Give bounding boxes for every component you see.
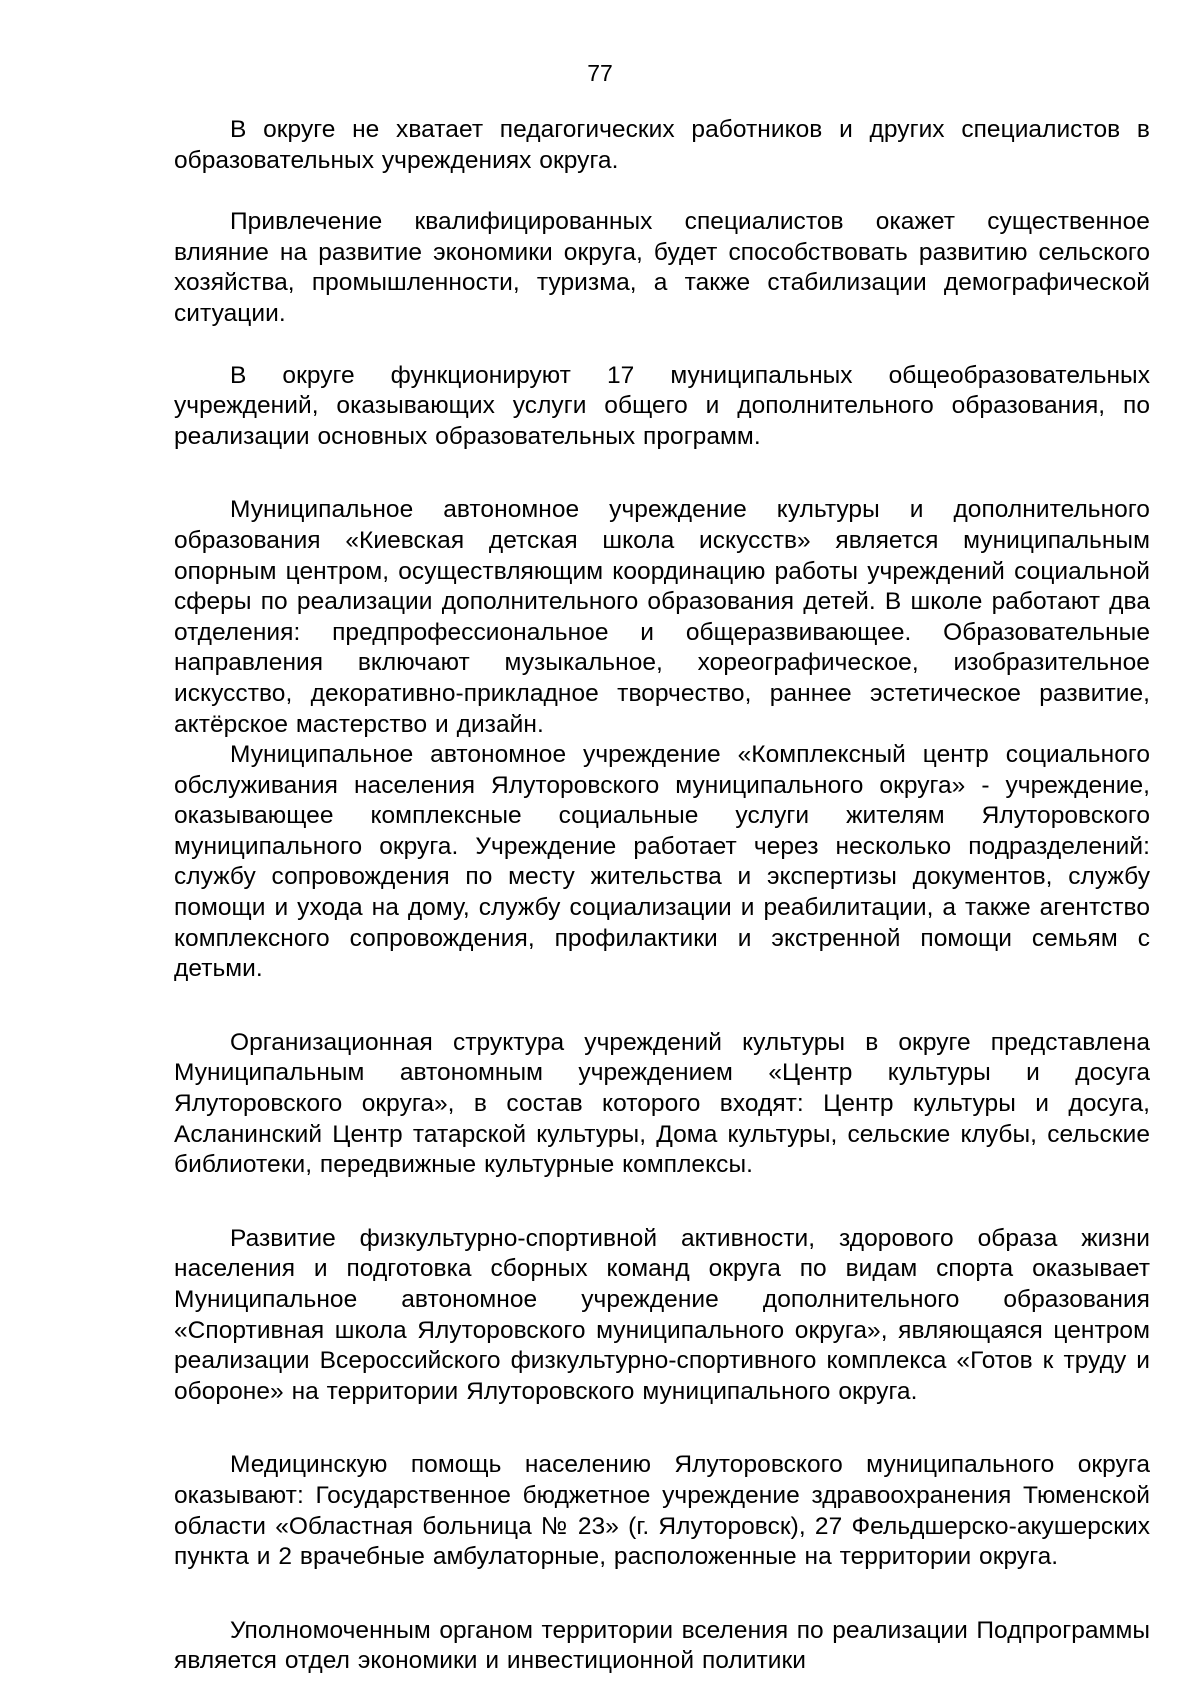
paragraph-social-center: Муниципальное автономное учреждение «Комплексный центр социального обслуживания населения Ялуторовского муниципального округа» - учреждение, оказывающее комплексные социальные услуги жителям Ялуторовского муниципального округа. Учреждение работает через несколько подразделений: службу сопровождения по месту жительства и экспертизы документов, службу помощи и ухода на дому, службу социализации и реабилитации, а также агентство комплексного сопровождения, профилактики и экстренной помощи семьям с детьми. [174,741,1150,983]
paragraph-culture-structure: Организационная структура учреждений культуры в округе представлена Муниципальным автономным учреждением «Центр культуры и досуга Ялуторовского округа», в состав которого входят: Центр культуры и досуга, Асланинский Центр татарской культуры, Дома культуры, сельские клубы, сельские библиотеки, передвижные культурные комплексы. [174,1028,1150,1179]
paragraph-authorized-body: Уполномоченным органом территории вселения по реализации Подпрограммы является отдел экономики и инвестиционной политики [174,1616,1150,1675]
paragraph-staff-shortage: В округе не хватает педагогических работников и других специалистов в образовательных учреждениях округа. [174,116,1150,174]
paragraph-medical-care: Медицинскую помощь населению Ялуторовского муниципального округа оказывают: Государственное бюджетное учреждение здравоохранения Тюменской области «Областная больница № 23» (г. Ялуторовск), 27 Фельдшерско-акушерских пункта и 2 врачебные амбулаторные, расположенные на территории округа. [174,1451,1150,1571]
paragraph-qualified-specialists: Привлечение квалифицированных специалистов окажет существенное влияние на развитие экономики округа, будет способствовать развитию сельского хозяйства, промышленности, туризма, а также стабилизации демографической ситуации. [174,208,1150,327]
paragraph-sports-school: Развитие физкультурно-спортивной активности, здорового образа жизни населения и подготовка сборных команд округа по видам спорта оказывает Муниципальное автономное учреждение дополнительного образования «Спортивная школа Ялуторовского муниципального округа», являющаяся центром реализации Всероссийского физкультурно-спортивного комплекса «Готов к труду и обороне» на территории Ялуторовского муниципального округа. [174,1224,1150,1405]
document-body [174,115,1150,1677]
paragraph-schools: В округе функционируют 17 муниципальных общеобразовательных учреждений, оказывающих услуги общего и дополнительного образования, по реализации основных образовательных программ. [174,361,1150,450]
paragraph-art-school: Муниципальное автономное учреждение культуры и дополнительного образования «Киевская детская школа искусств» является муниципальным опорным центром, осуществляющим координацию работы учреждений социальной сферы по реализации дополнительного образования детей. В школе работают два отделения: предпрофессиональное и общеразвивающее. Образовательные направления включают музыкальное, хореографическое, изобразительное искусство, декоративно-прикладное творчество, раннее эстетическое развитие, актёрское мастерство и дизайн. [174,496,1150,738]
page-number: 77 [587,60,613,86]
